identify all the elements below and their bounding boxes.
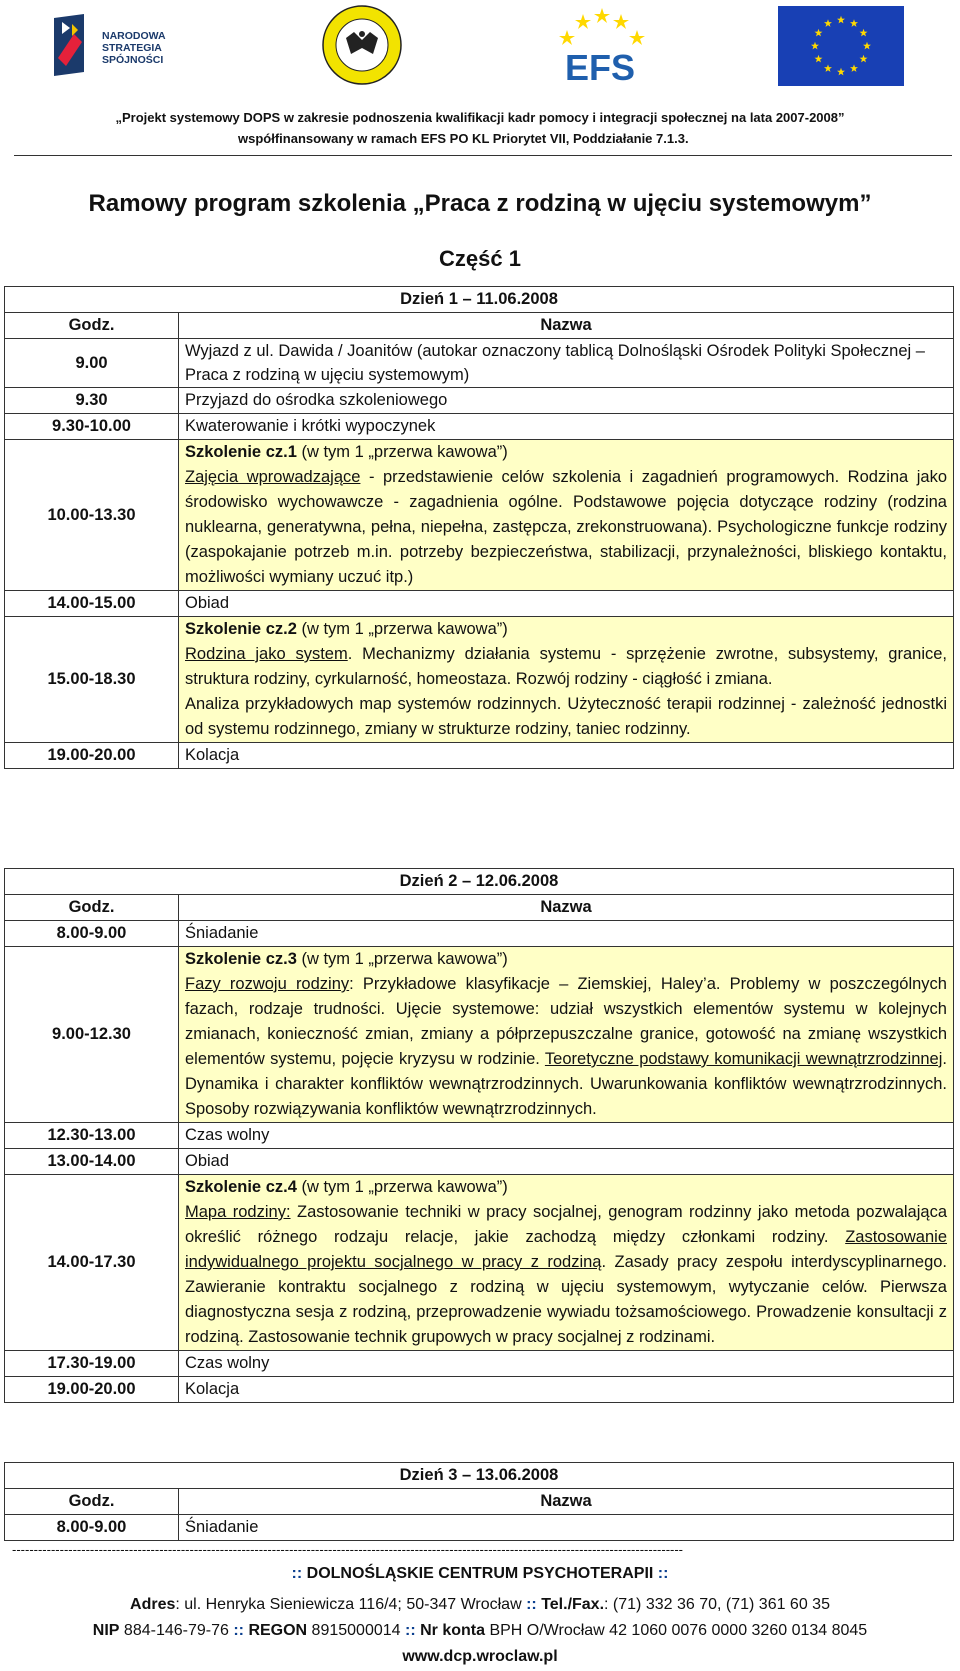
day-3-table bbox=[4, 1462, 954, 1541]
column-header-name: Nazwa bbox=[179, 895, 954, 921]
session-topic: Zajęcia wprowadzające bbox=[185, 468, 361, 486]
session-heading bbox=[185, 947, 947, 972]
footer-website-link[interactable]: www.dcp.wroclaw.pl bbox=[402, 1648, 558, 1665]
footer-sep: :: bbox=[521, 1596, 542, 1613]
time-cell: 14.00-17.30 bbox=[5, 1175, 179, 1351]
column-header-time: Godz. bbox=[5, 313, 179, 339]
time-cell: 8.00-9.00 bbox=[5, 921, 179, 947]
session-topic: Rodzina jako system bbox=[185, 645, 348, 663]
project-line-2: współfinansowany w ramach EFS PO KL Priorytet VII, Poddziałanie 7.1.3. bbox=[238, 131, 689, 146]
column-header-time: Godz. bbox=[5, 1489, 179, 1515]
activity-cell: Wyjazd z ul. Dawida / Joanitów (autokar oznaczony tablicą Dolnośląski Ośrodek Polityki Społecznej – Praca z rodziną w ujęciu systemowym) bbox=[179, 339, 954, 388]
footer-address-label: Adres bbox=[130, 1596, 176, 1613]
session-description bbox=[185, 1200, 947, 1350]
session-topic-2: Teoretyczne podstawy komunikacji wewnątrzrodzinnej bbox=[544, 1050, 943, 1068]
session-text-2: . Dynamika i charakter konfliktów wewnątrzrodzinnych. Uwarunkowania konfliktów wewnątrzrodzinnych. Sposoby rozwiązywania konfliktów wewnątrzrodzinnych. bbox=[185, 1050, 947, 1118]
project-line-1: „Projekt systemowy DOPS w zakresie podnoszenia kwalifikacji kadr pomocy i integracji społecznej na lata 2007-2008” bbox=[115, 110, 845, 125]
table-row bbox=[5, 1175, 954, 1351]
table-row bbox=[5, 1123, 954, 1149]
session-heading bbox=[185, 440, 947, 465]
table-row bbox=[5, 617, 954, 743]
efs-logo-text: EFS bbox=[564, 47, 636, 86]
session-cell bbox=[179, 947, 954, 1123]
table-row bbox=[5, 414, 954, 440]
session-note: (w tym 1 „przerwa kawowa”) bbox=[296, 950, 508, 968]
time-cell: 9.00-12.30 bbox=[5, 947, 179, 1123]
footer-sep: :: bbox=[404, 1622, 421, 1639]
activity-cell: Śniadanie bbox=[179, 921, 954, 947]
activity-cell: Czas wolny bbox=[179, 1123, 954, 1149]
activity-cell: Czas wolny bbox=[179, 1351, 954, 1377]
time-cell: 9.30 bbox=[5, 388, 179, 414]
efs-stars-icon bbox=[545, 6, 655, 86]
table-row bbox=[5, 921, 954, 947]
table-row bbox=[5, 1377, 954, 1403]
activity-cell: Śniadanie bbox=[179, 1515, 954, 1541]
time-cell: 13.00-14.00 bbox=[5, 1149, 179, 1175]
table-row bbox=[5, 743, 954, 769]
footer-nip-label: NIP bbox=[92, 1622, 120, 1639]
time-cell: 12.30-13.00 bbox=[5, 1123, 179, 1149]
table-row bbox=[5, 313, 954, 339]
table-row bbox=[5, 1489, 954, 1515]
session-description-2: Analiza przykładowych map systemów rodzinnych. Użyteczność terapii rodzinnej - zależność jednostki od systemu rodzinnego, zmiany w strukturze rodziny, taniec rodzinny. bbox=[185, 695, 947, 738]
session-note: (w tym 1 „przerwa kawowa”) bbox=[296, 443, 508, 461]
session-heading bbox=[185, 1175, 947, 1200]
footer-sep: :: bbox=[653, 1565, 669, 1582]
dops-logo bbox=[321, 4, 403, 86]
session-topic-2: Zastosowanie indywidualnego projektu socjalnego w pracy z rodziną bbox=[185, 1228, 947, 1271]
session-label: Szkolenie cz.4 bbox=[185, 1178, 297, 1196]
footer-sep: :: bbox=[291, 1565, 307, 1582]
time-cell: 10.00-13.30 bbox=[5, 440, 179, 591]
footer-tel-value: : (71) 332 36 70, (71) 361 60 35 bbox=[604, 1596, 830, 1613]
part-heading: Część 1 bbox=[439, 246, 521, 271]
day-header: Dzień 2 – 12.06.2008 bbox=[5, 869, 954, 895]
header-divider bbox=[14, 155, 952, 156]
session-topic: Fazy rozwoju rodziny bbox=[185, 975, 350, 993]
eu-flag-icon bbox=[778, 6, 904, 86]
session-cell bbox=[179, 617, 954, 743]
table-row bbox=[5, 339, 954, 388]
footer-account-label: Nr konta bbox=[420, 1622, 485, 1639]
activity-cell: Kwaterowanie i krótki wypoczynek bbox=[179, 414, 954, 440]
eu-flag bbox=[778, 6, 904, 86]
time-cell: 19.00-20.00 bbox=[5, 743, 179, 769]
nss-logo-text: NARODOWA STRATEGIA SPÓJNOŚCI bbox=[102, 30, 166, 66]
footer-address-value: : ul. Henryka Sieniewicza 116/4; 50-347 Wrocław bbox=[175, 1596, 522, 1613]
session-note: (w tym 1 „przerwa kawowa”) bbox=[296, 1178, 508, 1196]
table-row bbox=[5, 591, 954, 617]
activity-cell: Kolacja bbox=[179, 1377, 954, 1403]
session-text: Zastosowanie techniki w pracy socjalnej, genogram rodzinny jako metoda pozwalająca określić różnego rodzaju relacje, jakie zachodzą między członkami rodziny. bbox=[185, 1203, 947, 1246]
footer-tel-label: Tel./Fax. bbox=[541, 1596, 605, 1613]
footer-regon-label: REGON bbox=[248, 1622, 308, 1639]
table-row bbox=[5, 440, 954, 591]
session-text-2: . Zasady pracy zespołu interdyscyplinarnego. Zawieranie kontraktu socjalnego z rodziną w ujęciu systemowym, wytyczanie celów. Pierwsza diagnostyczna sesja z rodziną, przeprowadzenie wywiadu tożsamościowego. Prowadzenie konsultacji z rodziną. Zastosowanie technik grupowych w pracy socjalnej z rodzinami. bbox=[185, 1253, 948, 1346]
session-label: Szkolenie cz.2 bbox=[185, 620, 297, 638]
day-header: Dzień 3 – 13.06.2008 bbox=[5, 1463, 954, 1489]
activity-cell: Kolacja bbox=[179, 743, 954, 769]
session-text: - przedstawienie celów szkolenia i zagadnień programowych. Rodzina jako środowisko wychowawcze - zagadnienia ogólne. Podstawowe pojęcia dotyczące rodziny (rodzina nuklearna, generatywna, pełna, niepełna, zastępcza, zrekonstruowana). Psychologiczne funkcje rodziny (zaspokajanie potrzeb m.in. potrzeby bezpieczeństwa, stabilizacji, przynależności, bliskiego kontaktu, możliwości wymiany uczuć itp.) bbox=[185, 468, 947, 586]
day-header: Dzień 1 – 11.06.2008 bbox=[5, 287, 954, 313]
session-description bbox=[185, 972, 947, 1122]
footer-nip-value: 884-146-79-76 bbox=[119, 1622, 234, 1639]
table-row bbox=[5, 947, 954, 1123]
footer-registry bbox=[0, 1622, 960, 1640]
activity-cell: Obiad bbox=[179, 591, 954, 617]
footer-org-name: DOLNOŚLĄSKIE CENTRUM PSYCHOTERAPII bbox=[306, 1565, 654, 1582]
session-description bbox=[185, 642, 947, 692]
column-header-name: Nazwa bbox=[179, 1489, 954, 1515]
logo-bar bbox=[0, 0, 960, 100]
day-2-table bbox=[4, 868, 954, 1403]
activity-cell: Obiad bbox=[179, 1149, 954, 1175]
time-cell: 14.00-15.00 bbox=[5, 591, 179, 617]
table-row bbox=[5, 895, 954, 921]
day-1-table bbox=[4, 286, 954, 769]
page-title: Ramowy program szkolenia „Praca z rodziną w ujęciu systemowym” bbox=[88, 190, 872, 217]
table-row bbox=[5, 1515, 954, 1541]
session-text: : Przykładowe klasyfikacje – Ziemskiej, Haley’a. Problemy w poszczególnych fazach, rodzaje trudności. Ujęcie systemowe: udział wszystkich elementów systemu w kolejnych zmianach, konieczność zmian, zmiany a półprzepuszczalne granice, gotowość na zmianę wszystkich elementów systemu, pojęcie kryzysu w rodzinie. bbox=[185, 975, 947, 1068]
footer-address bbox=[0, 1596, 960, 1614]
footer-dashes: ----------------------------------------------------------------------------------------------------------------------------------------------------------- bbox=[12, 1542, 684, 1557]
footer-org bbox=[0, 1565, 960, 1583]
time-cell: 8.00-9.00 bbox=[5, 1515, 179, 1541]
session-heading bbox=[185, 617, 947, 642]
dops-seal-icon bbox=[321, 4, 403, 86]
footer-regon-value: 8915000014 bbox=[307, 1622, 405, 1639]
time-cell: 15.00-18.30 bbox=[5, 617, 179, 743]
table-row bbox=[5, 1149, 954, 1175]
session-label: Szkolenie cz.3 bbox=[185, 950, 297, 968]
session-topic: Mapa rodziny: bbox=[185, 1203, 291, 1221]
time-cell: 17.30-19.00 bbox=[5, 1351, 179, 1377]
footer-account-value: BPH O/Wrocław 42 1060 0076 0000 3260 0134 8045 bbox=[485, 1622, 868, 1639]
activity-cell: Przyjazd do ośrodka szkoleniowego bbox=[179, 388, 954, 414]
session-description bbox=[185, 465, 947, 590]
nss-flag-icon bbox=[48, 14, 98, 76]
session-note: (w tym 1 „przerwa kawowa”) bbox=[296, 620, 508, 638]
table-row bbox=[5, 1351, 954, 1377]
time-cell: 19.00-20.00 bbox=[5, 1377, 179, 1403]
table-row bbox=[5, 1463, 954, 1489]
session-cell bbox=[179, 1175, 954, 1351]
efs-logo bbox=[545, 6, 655, 86]
session-label: Szkolenie cz.1 bbox=[185, 443, 297, 461]
time-cell: 9.00 bbox=[5, 339, 179, 388]
session-text: . Mechanizmy działania systemu - sprzężenie zwrotne, subsystemy, granice, struktura rodziny, cyrkularność, homeostaza. Rozwój rodziny - ciągłość i zmiana. bbox=[185, 645, 947, 688]
time-cell: 9.30-10.00 bbox=[5, 414, 179, 440]
table-row bbox=[5, 388, 954, 414]
column-header-time: Godz. bbox=[5, 895, 179, 921]
table-row bbox=[5, 869, 954, 895]
table-row bbox=[5, 287, 954, 313]
column-header-name: Nazwa bbox=[179, 313, 954, 339]
session-cell bbox=[179, 440, 954, 591]
footer-sep: :: bbox=[233, 1622, 249, 1639]
nss-logo bbox=[40, 10, 200, 80]
